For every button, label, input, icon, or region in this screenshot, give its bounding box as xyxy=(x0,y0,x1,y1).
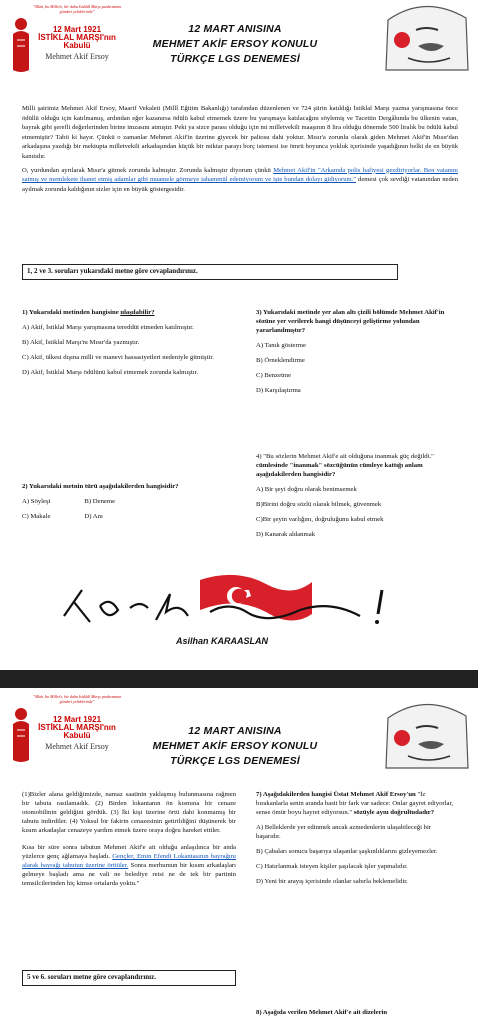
question-4: 4) "Bu sözlerin Mehmet Akif'e ait olduğuna inanmak güç değildi." cümlesinde "inanmak" sözcüğünün cümleye kattığı anlam aşağıdakilerden hangisidir? A) Bir şeyi doğru olarak benimsemek B)Birini doğru sözlü olarak bilmek, güvenmek C)Bir şeyin varlığını, doğruluğunu kabul etmek D) Kanarak aldanmak xyxy=(256,452,456,545)
anniversary-logo-2: "Allah, bu Millet'e, bir daha İstiklâl Marşı yazdırmasın gönderi yeleklerimle" 12 Mart 1921 İSTİKLAL MARŞI'nın Kabulü Mehmet Akif Ersoy xyxy=(6,694,126,751)
anniversary-logo xyxy=(6,4,126,61)
reading-passage-1: Milli şairimiz Mehmet Akif Ersoy, Maarif Vekaleti (Millî Eğitim Bakanlığı) tarafından düzenlenen ve 724 şiirin katıldığı İstiklal Marşı yazma yarışmasına önce ödüllü olduğu için katılmamış, ardından eğer kazanırsa ödülü kabul etmemek üzere bu yarışmaya katılacağını söylemiş ve Tacettin Dergâhında bu ülkenin vatan, bayrak gibi şerefli değerlerinden birine imzasını atmıştır. Peki ya sizce parası olduğu için mi milletvekili maaşının 8 lira olduğu dönemde 500 liralık bu ödülü kabul etmemiştir? Tabii ki hayır. Çünkü o zamanlar Mehmet Akif'in üzerine giyecek bir paltosu dahi yoktur. Mısır'a zorunlu olarak giden Mehmet Akif'in Mısır'dan arkadaşına yazdığı bir mektupta milletvekili arkadaşından küçük bir miktar parayı borç istemesi ise ömrü boyunca yokluk içerisinde yaşadığının belki de en büyük kanıtıdır. O, yurdundan ayrılarak Mısır'a gitmek zorunda kalmıştır. Zorunda kalmıştır diyorum çünkü Mehmet Akif'in "Arkamda polis hafiyesi gezdiriyorlar. Ben vatanını satmış ve memlekete ihanet etmiş adamlar gibi muamele görmeye tahammül edemiyorum ve işte bundan dolayı gidiyorum." demesi çok sevdiği vatanından neden ayılmak zorunda kaldığının sizler için en büyük göstergesidir. xyxy=(22,105,459,193)
q3-option-a[interactable]: A) Tanık gösterme xyxy=(256,342,306,349)
q4-option-d[interactable]: D) Kanarak aldanmak xyxy=(256,531,316,538)
q1-option-c[interactable]: C) Akif, ülkesi dışına milli ve manevi hassasiyetleri nedeniyle gitmiştir. xyxy=(22,354,214,361)
reading-passage-2: (1)Bizler alana geldiğimizde, namaz saatinin yaklaşmış bulunmasına rağmen bir tabuta rastlamadık. (2) Birden lokantanın ön kısmına bir cenaze otomobilinin geldiğini gördük. (3) İki kişi üzerine örtü dahi konmamış bir tabutu indirdiler. (4) Yoksul bir fakirin cenazesinin getirildiğini düşünerek bir kısım arkadaşlar cenazeye yardım etmek üzere oraya doğru hareket ettiler. Kısa bir süre sonra tabutun Mehmet Akif'e ait olduğu anlaşılınca bir anda yüzlerce genç ağlamaya başladı. Gençler, Emin Efendi Lokantasının bayrağını alarak bayrağı tabutun üzerine örttüler. Sonra merhumun bir kısım arkadaşları gelmeye başladı ama ne vali ne belediye reisi ne de tek bir partinin temsilcilerinden hiç kimse ortalarda yoktu.'' xyxy=(22,791,237,887)
q1-option-d[interactable]: D) Akif, İstiklal Marşı ödülünü kabul etmemek zorunda kalmıştır. xyxy=(22,369,199,376)
question-7: 7) Aşağıdakilerden hangisi Üstat Mehmet Akif Ersoy'un "İz bırakanlarla senin aranda basit bir fark var sadece: Onlar gayret ediyorlar, sense ömür boyu hayret ediyorsun." sözüyle aynı doğrultudadır? A) Belleklerde yer edinmek ancak azmedenlerin ulaşabileceği bir başarıdır. B) Çabaları sonucu başarıya ulaşanlar şaşkınlıklarını gizleyemezler. C) Hatırlanmak isteyen kişiler şaşılacak işler yapmalıdır. D) Yeni bir arayış içerisinde olanlar sabırla beklemelidir. xyxy=(256,790,456,892)
q1-option-b[interactable]: B) Akif, İstiklal Marşı'nı Mısır'da yazmıştır. xyxy=(22,339,140,346)
q7-option-d[interactable]: D) Yeni bir arayış içerisinde olanlar sabırla beklemelidir. xyxy=(256,878,408,885)
q1-option-a[interactable]: A) Akif, İstiklal Marşı yarışmasına tereddüt etmeden katılmıştır. xyxy=(22,324,194,331)
q4-option-a[interactable]: A) Bir şeyi doğru olarak benimsemek xyxy=(256,486,357,493)
akif-portrait-icon xyxy=(10,704,32,764)
q3-option-b[interactable]: B) Örneklendirme xyxy=(256,357,305,364)
akif-caricature-icon xyxy=(378,0,473,75)
logo-date: 12 Mart 1921 İSTİKLAL MARŞI'nın Kabulü xyxy=(38,25,116,50)
page-separator xyxy=(0,670,478,688)
logo-author: Mehmet Akif Ersoy xyxy=(45,52,109,61)
question-3: 3) Yukarıdaki metinde yer alan altı çizili bölümde Mehmet Akif'in sözüne yer verilerek hangi düşünceyi geliştirme yolundan yararlanılmıştır? A) Tanık gösterme B) Örneklendirme C) Benzetme D) Karşılaştırma xyxy=(256,308,456,401)
question-8: 8) Aşağıda verilen Mehmet Akif'e ait dizelerin xyxy=(256,1009,388,1016)
page-title-2: 12 MART ANISINA MEHMET AKİF ERSOY KONULU TÜRKÇE LGS DENEMESİ xyxy=(152,725,318,767)
q7-option-c[interactable]: C) Hatırlanmak isteyen kişiler şaşılacak işler yapmalıdır. xyxy=(256,863,408,870)
logo-tagline: "Allah, bu Millet'e, bir daha İstiklâl Marşı yazdırmasın gönderi yeleklerimle" xyxy=(32,4,122,14)
q7-option-a[interactable]: A) Belleklerde yer edinmek ancak azmedenlerin ulaşabileceği bir başarıdır. xyxy=(256,824,432,840)
akif-portrait-icon xyxy=(10,14,32,74)
q4-option-c[interactable]: C)Bir şeyin varlığını, doğruluğunu kabul etmek xyxy=(256,516,384,523)
korkma-script xyxy=(60,586,420,628)
q3-option-d[interactable]: D) Karşılaştırma xyxy=(256,387,301,394)
page-title: 12 MART ANISINA MEHMET AKİF ERSOY KONULU TÜRKÇE LGS DENEMESİ xyxy=(152,23,318,65)
author-name: Asilhan KARAASLAN xyxy=(176,636,269,646)
question-1: 1) Yukarıdaki metinden hangisine ulaşılabilir? A) Akif, İstiklal Marşı yarışmasına tereddüt etmeden katılmıştır. B) Akif, İstiklal Marşı'nı Mısır'da yazmıştır. C) Akif, ülkesi dışına milli ve manevi hassasiyetleri nedeniyle gitmiştir. D) Akif, İstiklal Marşı ödülünü kabul etmemek zorunda kalmıştır. xyxy=(22,308,240,383)
q3-option-c[interactable]: C) Benzetme xyxy=(256,372,292,379)
akif-caricature-icon xyxy=(378,698,473,773)
exam-page-2 xyxy=(0,688,478,1024)
q2-option-c[interactable]: C) Makale xyxy=(22,513,51,520)
question-2: 2) Yukarıdaki metnin türü aşağıdakilerden hangisidir? A) Söyleşi B) Deneme C) Makale D) Anı xyxy=(22,483,179,520)
q7-option-b[interactable]: B) Çabaları sonucu başarıya ulaşanlar şaşkınlıklarını gizleyemezler. xyxy=(256,848,438,855)
q2-option-b[interactable]: B) Deneme xyxy=(84,498,116,505)
q2-option-a[interactable]: A) Söyleşi xyxy=(22,498,51,505)
instruction-box: 1, 2 ve 3. soruları yukarıdaki metne göre cevaplandırınız. xyxy=(22,264,398,280)
q2-option-d[interactable]: D) Anı xyxy=(84,513,103,520)
q4-option-b[interactable]: B)Birini doğru sözlü olarak bilmek, güvenmek xyxy=(256,501,382,508)
instruction-box-2: 5 ve 6. soruları metne göre cevaplandırınız. xyxy=(22,970,236,986)
